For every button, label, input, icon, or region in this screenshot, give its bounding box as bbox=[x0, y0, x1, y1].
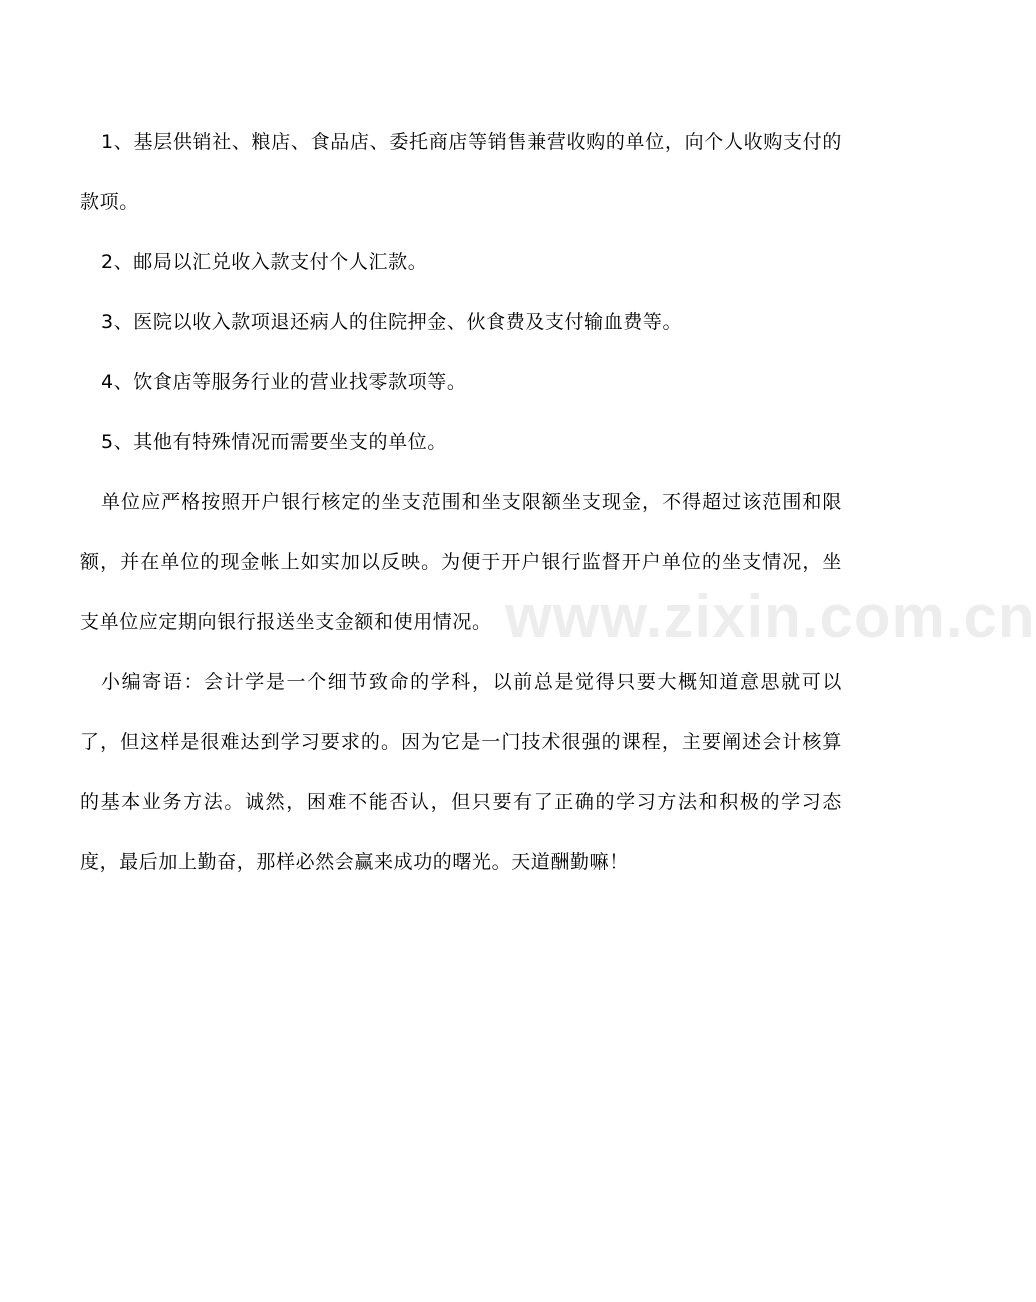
watermark-text: www.zixin.com.cn bbox=[505, 583, 1036, 650]
list-item-3: 3、医院以收入款项退还病人的住院押金、伙食费及支付输血费等。 bbox=[101, 311, 683, 333]
body-paragraph-regulation: 单位应严格按照开户银行核定的坐支范围和坐支限额坐支现金，不得超过该范围和限额，并在单位的现金帐上如实加以反映。为便于开户银行监督开户单位的坐支情况，坐支单位应定期向银行报送坐支金额和使用情况。 bbox=[80, 491, 842, 633]
document-body bbox=[80, 112, 842, 892]
list-item-1: 1、基层供销社、粮店、食品店、委托商店等销售兼营收购的单位，向个人收购支付的款项。 bbox=[80, 131, 842, 213]
body-paragraph-editor-note: 小编寄语：会计学是一个细节致命的学科，以前总是觉得只要大概知道意思就可以了，但这样是很难达到学习要求的。因为它是一门技术很强的课程，主要阐述会计核算的基本业务方法。诚然，困难不能否认，但只要有了正确的学习方法和积极的学习态度，最后加上勤奋，那样必然会赢来成功的曙光。天道酬勤嘛！ bbox=[80, 671, 842, 873]
list-item-2: 2、邮局以汇兑收入款支付个人汇款。 bbox=[101, 251, 428, 273]
list-item-4: 4、饮食店等服务行业的营业找零款项等。 bbox=[101, 371, 467, 393]
list-item-5: 5、其他有特殊情况而需要坐支的单位。 bbox=[101, 431, 447, 453]
